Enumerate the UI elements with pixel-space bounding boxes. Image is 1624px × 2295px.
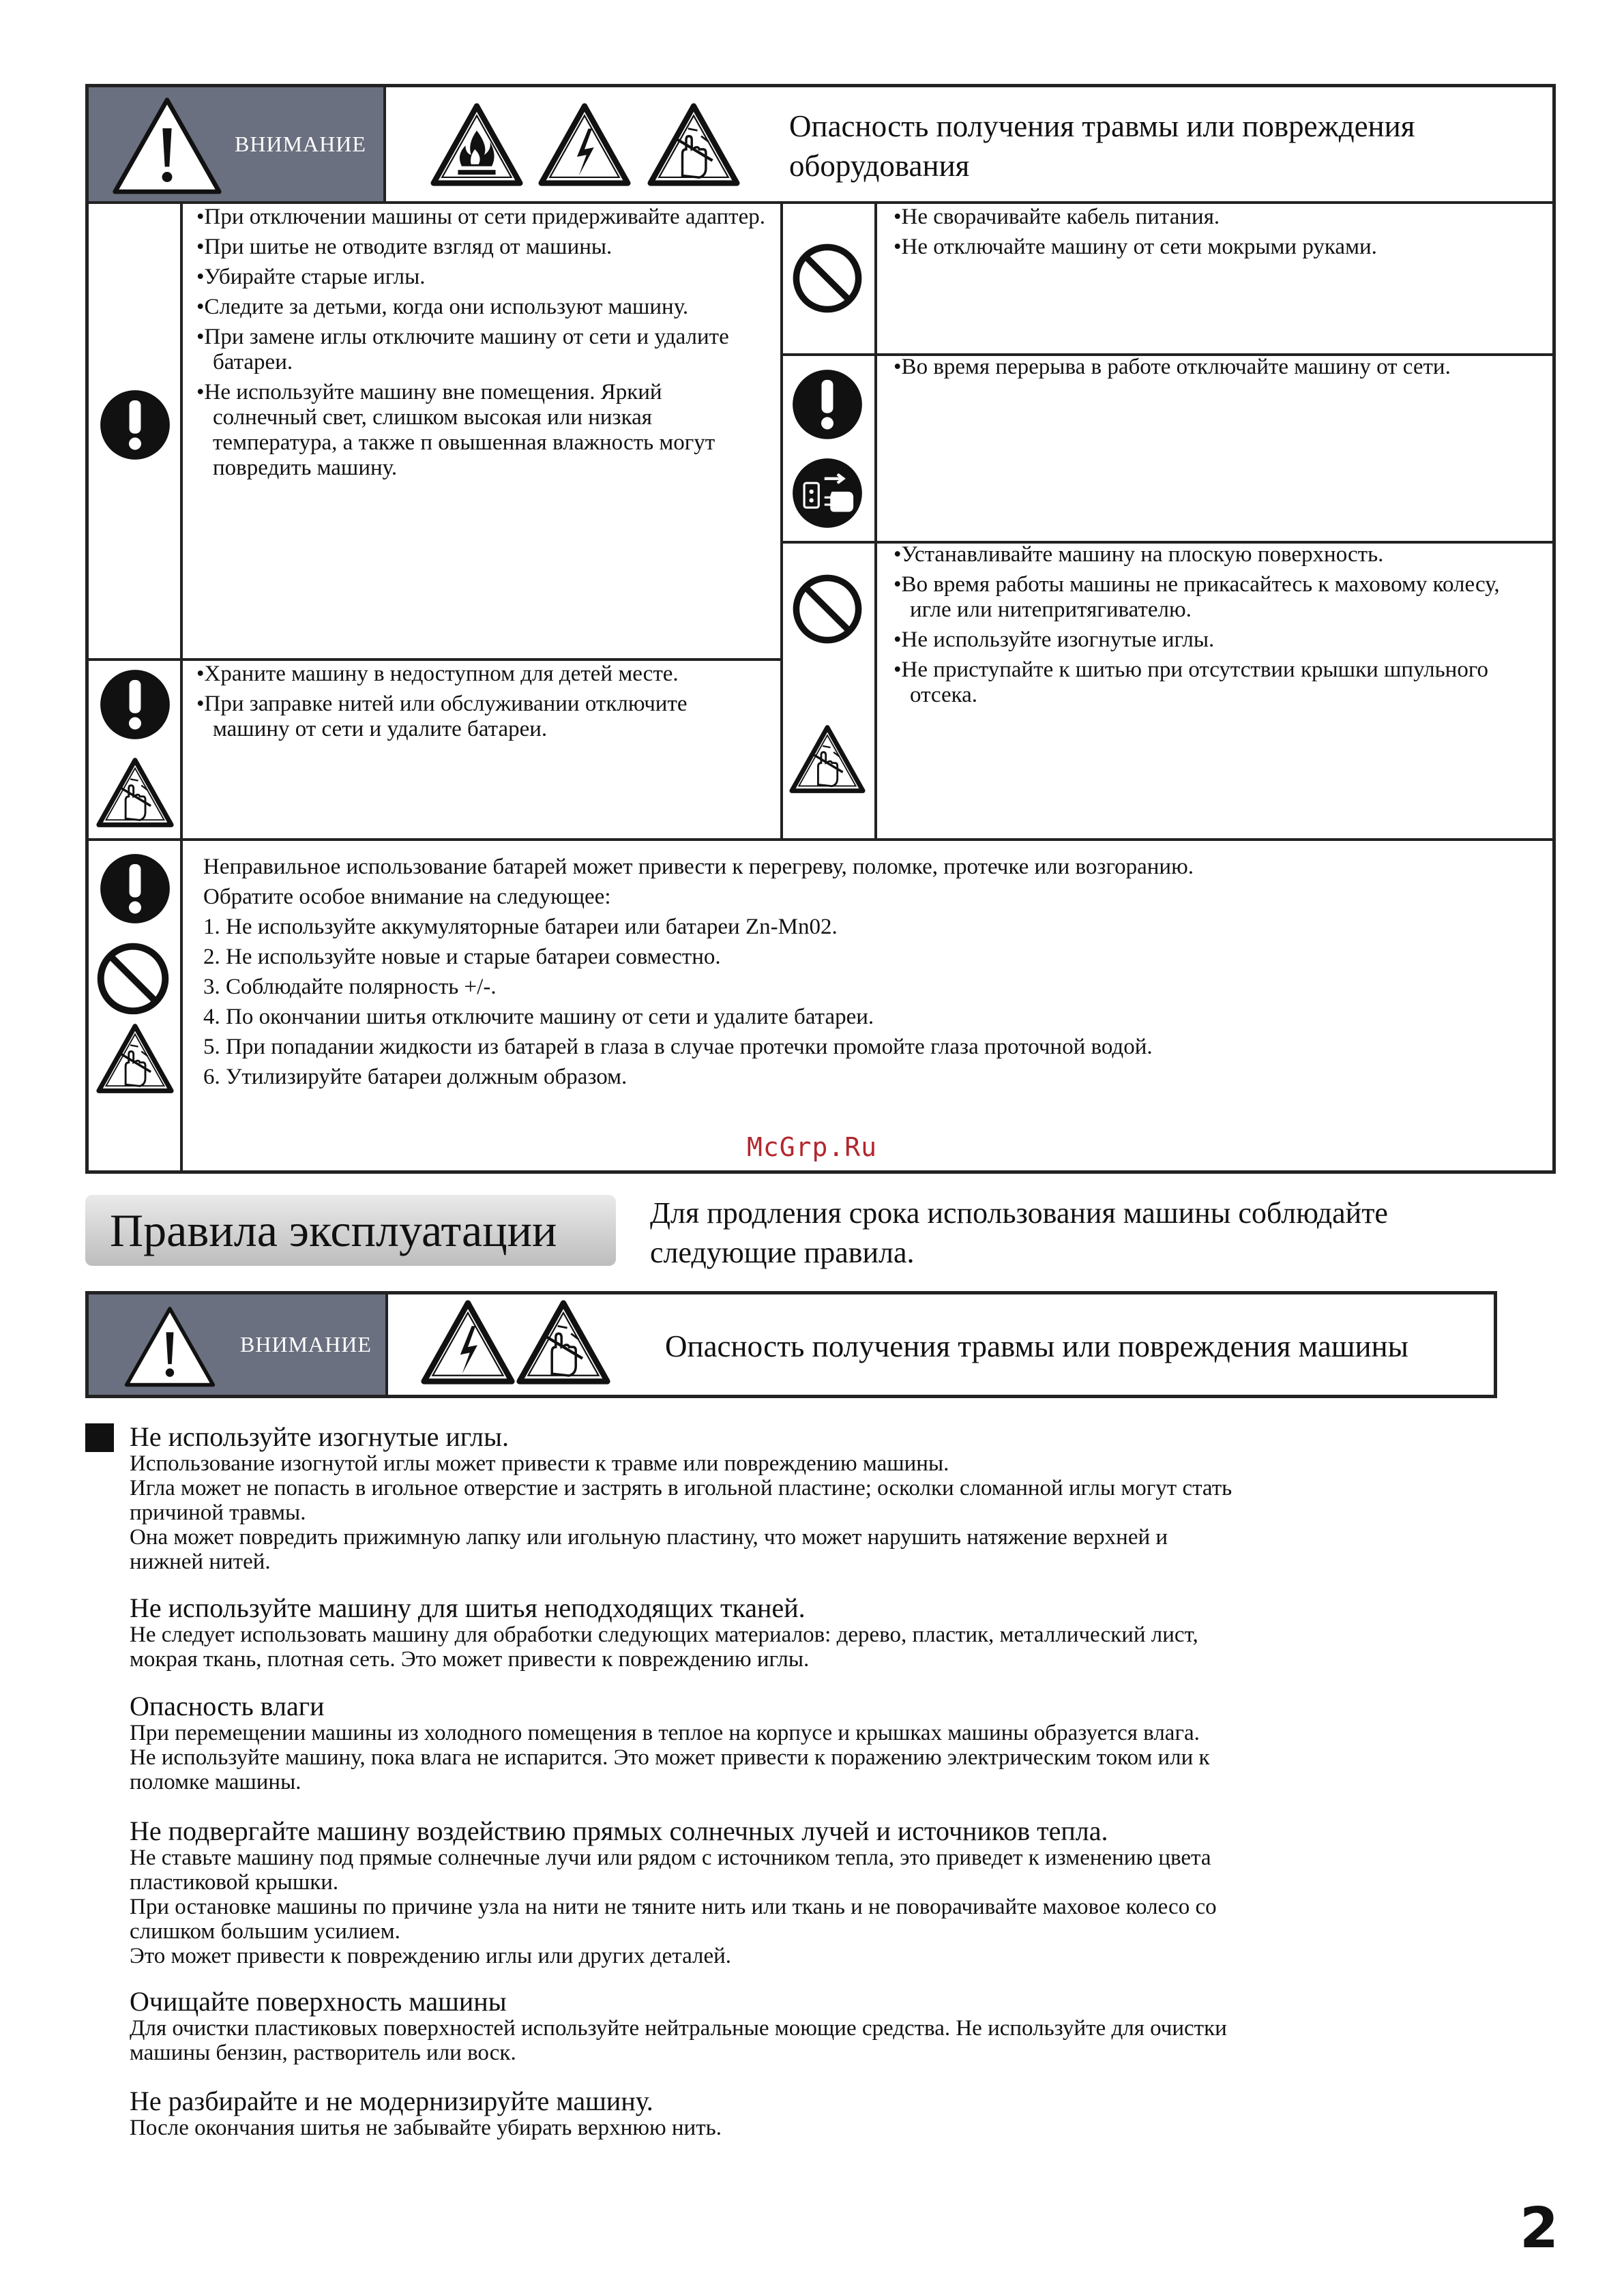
unplug-icon: [791, 457, 863, 529]
hand-injury-icon: [516, 1299, 611, 1385]
warning-label: ВНИМАНИЕ: [240, 1332, 372, 1357]
section-heading: Не подвергайте машину воздействию прямых солнечных лучей и источников тепла.: [130, 1816, 1108, 1846]
rules-section: [130, 1987, 1521, 2065]
hand-injury-icon: [95, 1023, 175, 1094]
section-body: Не следует использовать машину для обработки следующих материалов: дерево, пластик, металлический лист, мокрая ткань, плотная сеть. Это может привести к повреждению иглы.: [130, 1623, 1198, 1672]
battery-text: Неправильное использование батарей может привести к перегреву, поломке, протечке или возгоранию. Обратите особое внимание на следующее: 1. Не используйте аккумуляторные батареи или батареи Zn-Mn02. 2. Не используйте новые и старые батареи совместно. 3. Соблюдайте полярность +/-. 4. По окончании шитья отключите машину от сети и удалите батареи. 5. При попадании жидкости из батарей в глаза в случае протечки промойте глаза проточной водой. 6. Утилизируйте батареи должным образом.: [203, 855, 1194, 1089]
page-number: 2: [1520, 2196, 1559, 2261]
warning-triangle-icon: [110, 94, 224, 196]
box5-text: •Устанавливайте машину на плоскую поверхность. •Во время работы машины не прикасайтесь к маховому колесу, игле или нитепритягивателю. •Не используйте изогнутые иглы. •Не приступайте к шитью при отсутствии крышки шпульного отсека.: [894, 542, 1500, 707]
section-heading: Опасность влаги: [130, 1691, 325, 1721]
rules-section: [130, 1423, 1521, 1574]
rules-intro: Для продления срока использования машины соблюдайте следующие правила.: [650, 1196, 1388, 1269]
section-heading: Не используйте изогнутые иглы.: [130, 1421, 509, 1452]
prohibition-icon: [791, 573, 863, 645]
hand-injury-icon: [95, 757, 175, 828]
electric-shock-icon: [537, 102, 632, 187]
section-heading: Очищайте поверхность машины: [130, 1986, 507, 2017]
banner-title: Опасность получения травмы или повреждения оборудования: [789, 109, 1415, 183]
warning-label: ВНИМАНИЕ: [235, 132, 366, 156]
section-heading: Не разбирайте и не модернизируйте машину.: [130, 2086, 653, 2116]
section-body: При перемещении машины из холодного помещения в теплое на корпусе и крышках машины образуется влага. Не используйте машину, пока влага не испарится. Это может привести к поражению электрическим током или к поломке машины.: [130, 1721, 1210, 1794]
warning-triangle-icon: [123, 1304, 217, 1389]
mandatory-action-icon: [99, 853, 171, 925]
hand-injury-icon: [788, 724, 866, 794]
mandatory-action-icon: [791, 368, 863, 441]
section-body: Использование изогнутой иглы может привести к травме или повреждению машины. Игла может не попасть в игольное отверстие и застрять в игольной пластине; осколки сломанной иглы могут стать причиной травмы. Она может повредить прижимную лапку или игольную пластину, что может нарушить натяжение верхней и нижней нитей.: [130, 1451, 1232, 1574]
box2-text: •Храните машину в недоступном для детей месте. •При заправке нитей или обслуживании отключите машину от сети и удалите батареи.: [196, 662, 688, 741]
section-heading: Не используйте машину для шитья неподходящих тканей.: [130, 1593, 806, 1623]
rules-title: Правила эксплуатации: [85, 1195, 616, 1266]
prohibition-icon: [95, 941, 171, 1016]
rules-section: [130, 1594, 1521, 1672]
mandatory-action-icon: [99, 389, 171, 461]
section-marker: [85, 1423, 114, 1452]
prohibition-icon: [791, 242, 863, 314]
box4-text: •Во время перерыва в работе отключайте машину от сети.: [894, 355, 1451, 379]
section-body: После окончания шитья не забывайте убирать верхнюю нить.: [130, 2116, 722, 2140]
electric-shock-icon: [420, 1299, 516, 1385]
banner-title: Опасность получения травмы или повреждения машины: [665, 1329, 1408, 1363]
section-body: Не ставьте машину под прямые солнечные лучи или рядом с источником тепла, это приведет к изменению цвета пластиковой крышки. При остановке машины по причине узла на нити не тяните нить или ткань и не поворачивайте маховое колесо со слишком большим усилием. Это может привести к повреждению иглы или других деталей.: [130, 1846, 1217, 1968]
hand-injury-icon: [647, 102, 741, 187]
rules-section: [130, 2087, 1521, 2140]
section-body: Для очистки пластиковых поверхностей используйте нейтральные моющие средства. Не используйте для очистки машины бензин, растворитель или воск.: [130, 2016, 1227, 2065]
warning-banner-label-area: [89, 1294, 386, 1395]
warning-banner-label-area: [89, 87, 386, 201]
mandatory-action-icon: [99, 668, 171, 741]
rules-section: [130, 1817, 1521, 1968]
fire-hazard-icon: [430, 102, 524, 187]
box3-text: •Не сворачивайте кабель питания. •Не отключайте машину от сети мокрыми руками.: [894, 205, 1377, 259]
box1-text: •При отключении машины от сети придерживайте адаптер. •При шитье не отводите взгляд от машины. •Убирайте старые иглы. •Следите за детьми, когда они используют машину. •При замене иглы отключите машину от сети и удалите батареи. •Не используйте машину вне помещения. Яркий солнечный свет, слишком высокая или низкая температура, а также п овышенная влажность могут повредить машину.: [196, 205, 765, 480]
rules-section: [130, 1692, 1521, 1794]
watermark: McGrp.Ru: [747, 1132, 878, 1162]
